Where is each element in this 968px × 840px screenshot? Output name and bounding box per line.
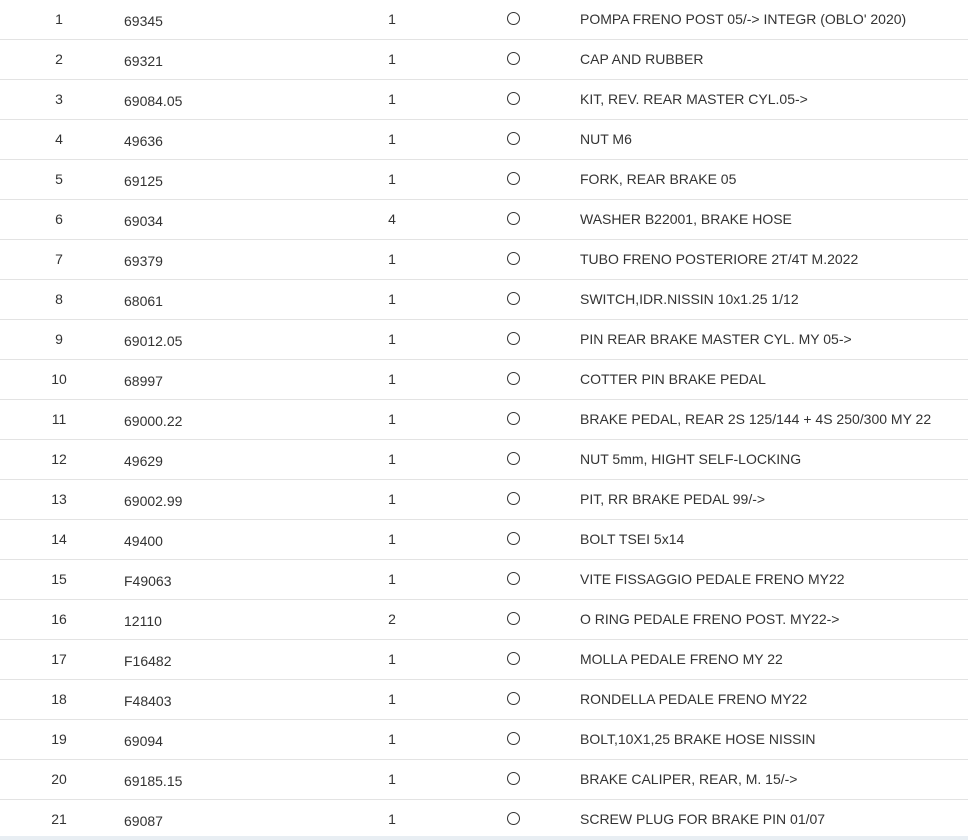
- radio-icon[interactable]: [507, 652, 520, 665]
- quantity: 1: [388, 51, 396, 67]
- part-code: 69094: [124, 733, 163, 749]
- quantity: 1: [388, 291, 396, 307]
- radio-icon[interactable]: [507, 732, 520, 745]
- table-row: [0, 360, 968, 400]
- select-radio[interactable]: [507, 12, 521, 26]
- radio-icon[interactable]: [507, 452, 520, 465]
- radio-icon[interactable]: [507, 252, 520, 265]
- part-code: 69084.05: [124, 93, 183, 109]
- part-code: 49400: [124, 533, 163, 549]
- select-radio[interactable]: [507, 92, 521, 106]
- select-radio[interactable]: [507, 412, 521, 426]
- radio-icon[interactable]: [507, 812, 520, 825]
- table-row: [0, 120, 968, 160]
- ref-number: 21: [51, 811, 67, 827]
- table-row: [0, 760, 968, 800]
- quantity: 1: [388, 771, 396, 787]
- ref-number: 17: [51, 651, 67, 667]
- quantity: 1: [388, 251, 396, 267]
- part-code: 49629: [124, 453, 163, 469]
- select-radio[interactable]: [507, 212, 521, 226]
- ref-number: 2: [55, 51, 63, 67]
- part-code: 69125: [124, 173, 163, 189]
- radio-icon[interactable]: [507, 132, 520, 145]
- radio-icon[interactable]: [507, 172, 520, 185]
- quantity: 1: [388, 811, 396, 827]
- part-code: 69321: [124, 53, 163, 69]
- table-row: [0, 520, 968, 560]
- ref-number: 7: [55, 251, 63, 267]
- part-description: NUT 5mm, HIGHT SELF-LOCKING: [580, 451, 802, 467]
- part-description: BRAKE CALIPER, REAR, M. 15/->: [580, 771, 798, 787]
- select-radio[interactable]: [507, 812, 521, 826]
- ref-number: 6: [55, 211, 63, 227]
- select-radio[interactable]: [507, 132, 521, 146]
- quantity: 1: [388, 331, 396, 347]
- radio-icon[interactable]: [507, 12, 520, 25]
- table-row: [0, 400, 968, 440]
- select-radio[interactable]: [507, 292, 521, 306]
- select-radio[interactable]: [507, 252, 521, 266]
- quantity: 2: [388, 611, 396, 627]
- part-code: 68061: [124, 293, 163, 309]
- quantity: 1: [388, 531, 396, 547]
- ref-number: 20: [51, 771, 67, 787]
- ref-number: 8: [55, 291, 63, 307]
- quantity: 1: [388, 571, 396, 587]
- table-row: [0, 800, 968, 840]
- part-description: MOLLA PEDALE FRENO MY 22: [580, 651, 783, 667]
- radio-icon[interactable]: [507, 92, 520, 105]
- part-description: COTTER PIN BRAKE PEDAL: [580, 371, 766, 387]
- radio-icon[interactable]: [507, 772, 520, 785]
- radio-icon[interactable]: [507, 52, 520, 65]
- part-description: KIT, REV. REAR MASTER CYL.05->: [580, 91, 808, 107]
- select-radio[interactable]: [507, 692, 521, 706]
- part-code: 69345: [124, 13, 163, 29]
- ref-number: 12: [51, 451, 67, 467]
- table-row: [0, 160, 968, 200]
- quantity: 1: [388, 491, 396, 507]
- select-radio[interactable]: [507, 652, 521, 666]
- table-row: [0, 560, 968, 600]
- radio-icon[interactable]: [507, 612, 520, 625]
- select-radio[interactable]: [507, 372, 521, 386]
- quantity: 1: [388, 131, 396, 147]
- part-code: 69034: [124, 213, 163, 229]
- part-description: RONDELLA PEDALE FRENO MY22: [580, 691, 808, 707]
- select-radio[interactable]: [507, 52, 521, 66]
- ref-number: 1: [55, 11, 63, 27]
- radio-icon[interactable]: [507, 412, 520, 425]
- part-code: 69185.15: [124, 773, 183, 789]
- table-row: [0, 80, 968, 120]
- select-radio[interactable]: [507, 572, 521, 586]
- ref-number: 11: [51, 411, 67, 427]
- select-radio[interactable]: [507, 612, 521, 626]
- part-description: BRAKE PEDAL, REAR 2S 125/144 + 4S 250/300 MY 22: [580, 411, 932, 427]
- quantity: 1: [388, 651, 396, 667]
- ref-number: 5: [55, 171, 63, 187]
- radio-icon[interactable]: [507, 532, 520, 545]
- select-radio[interactable]: [507, 772, 521, 786]
- part-description: POMPA FRENO POST 05/-> INTEGR (OBLO' 2020): [580, 11, 907, 27]
- table-row: [0, 40, 968, 80]
- ref-number: 16: [51, 611, 67, 627]
- part-code: F49063: [124, 573, 172, 589]
- part-code: 69379: [124, 253, 163, 269]
- radio-icon[interactable]: [507, 692, 520, 705]
- ref-number: 10: [51, 371, 67, 387]
- table-row: [0, 480, 968, 520]
- part-code: 12110: [124, 613, 162, 629]
- table-row: [0, 680, 968, 720]
- select-radio[interactable]: [507, 492, 521, 506]
- part-description: NUT M6: [580, 131, 632, 147]
- radio-icon[interactable]: [507, 372, 520, 385]
- radio-icon[interactable]: [507, 292, 520, 305]
- part-description: SWITCH,IDR.NISSIN 10x1.25 1/12: [580, 291, 799, 307]
- part-description: PIN REAR BRAKE MASTER CYL. MY 05->: [580, 331, 852, 347]
- part-code: 69000.22: [124, 413, 183, 429]
- part-description: TUBO FRENO POSTERIORE 2T/4T M.2022: [580, 251, 859, 267]
- select-radio[interactable]: [507, 172, 521, 186]
- part-code: F16482: [124, 653, 172, 669]
- radio-icon[interactable]: [507, 212, 520, 225]
- select-radio[interactable]: [507, 332, 521, 346]
- part-code: 49636: [124, 133, 163, 149]
- ref-number: 19: [51, 731, 67, 747]
- part-description: BOLT,10X1,25 BRAKE HOSE NISSIN: [580, 731, 816, 747]
- part-description: WASHER B22001, BRAKE HOSE: [580, 211, 792, 227]
- select-radio[interactable]: [507, 732, 521, 746]
- select-radio[interactable]: [507, 452, 521, 466]
- quantity: 4: [388, 211, 396, 227]
- radio-icon[interactable]: [507, 332, 520, 345]
- quantity: 1: [388, 171, 396, 187]
- ref-number: 9: [55, 331, 63, 347]
- part-code: 68997: [124, 373, 163, 389]
- part-description: CAP AND RUBBER: [580, 51, 704, 67]
- quantity: 1: [388, 91, 396, 107]
- part-code: F48403: [124, 693, 172, 709]
- part-code: 69002.99: [124, 493, 183, 509]
- table-row: [0, 440, 968, 480]
- quantity: 1: [388, 411, 396, 427]
- table-row: [0, 600, 968, 640]
- part-description: BOLT TSEI 5x14: [580, 531, 685, 547]
- radio-icon[interactable]: [507, 492, 520, 505]
- radio-icon[interactable]: [507, 572, 520, 585]
- table-row: [0, 320, 968, 360]
- part-description: PIT, RR BRAKE PEDAL 99/->: [580, 491, 766, 507]
- part-description: O RING PEDALE FRENO POST. MY22->: [580, 611, 840, 627]
- select-radio[interactable]: [507, 532, 521, 546]
- table-row: [0, 640, 968, 680]
- quantity: 1: [388, 731, 396, 747]
- ref-number: 15: [51, 571, 67, 587]
- quantity: 1: [388, 11, 396, 27]
- part-description: VITE FISSAGGIO PEDALE FRENO MY22: [580, 571, 845, 587]
- part-description: SCREW PLUG FOR BRAKE PIN 01/07: [580, 811, 826, 827]
- quantity: 1: [388, 371, 396, 387]
- part-code: 69087: [124, 813, 163, 829]
- ref-number: 4: [55, 131, 63, 147]
- table-row: [0, 200, 968, 240]
- ref-number: 14: [51, 531, 67, 547]
- ref-number: 3: [55, 91, 63, 107]
- table-row: [0, 240, 968, 280]
- table-row: [0, 720, 968, 760]
- table-row: [0, 0, 968, 40]
- table-row: [0, 280, 968, 320]
- ref-number: 13: [51, 491, 67, 507]
- quantity: 1: [388, 691, 396, 707]
- part-code: 69012.05: [124, 333, 183, 349]
- part-description: FORK, REAR BRAKE 05: [580, 171, 737, 187]
- ref-number: 18: [51, 691, 67, 707]
- quantity: 1: [388, 451, 396, 467]
